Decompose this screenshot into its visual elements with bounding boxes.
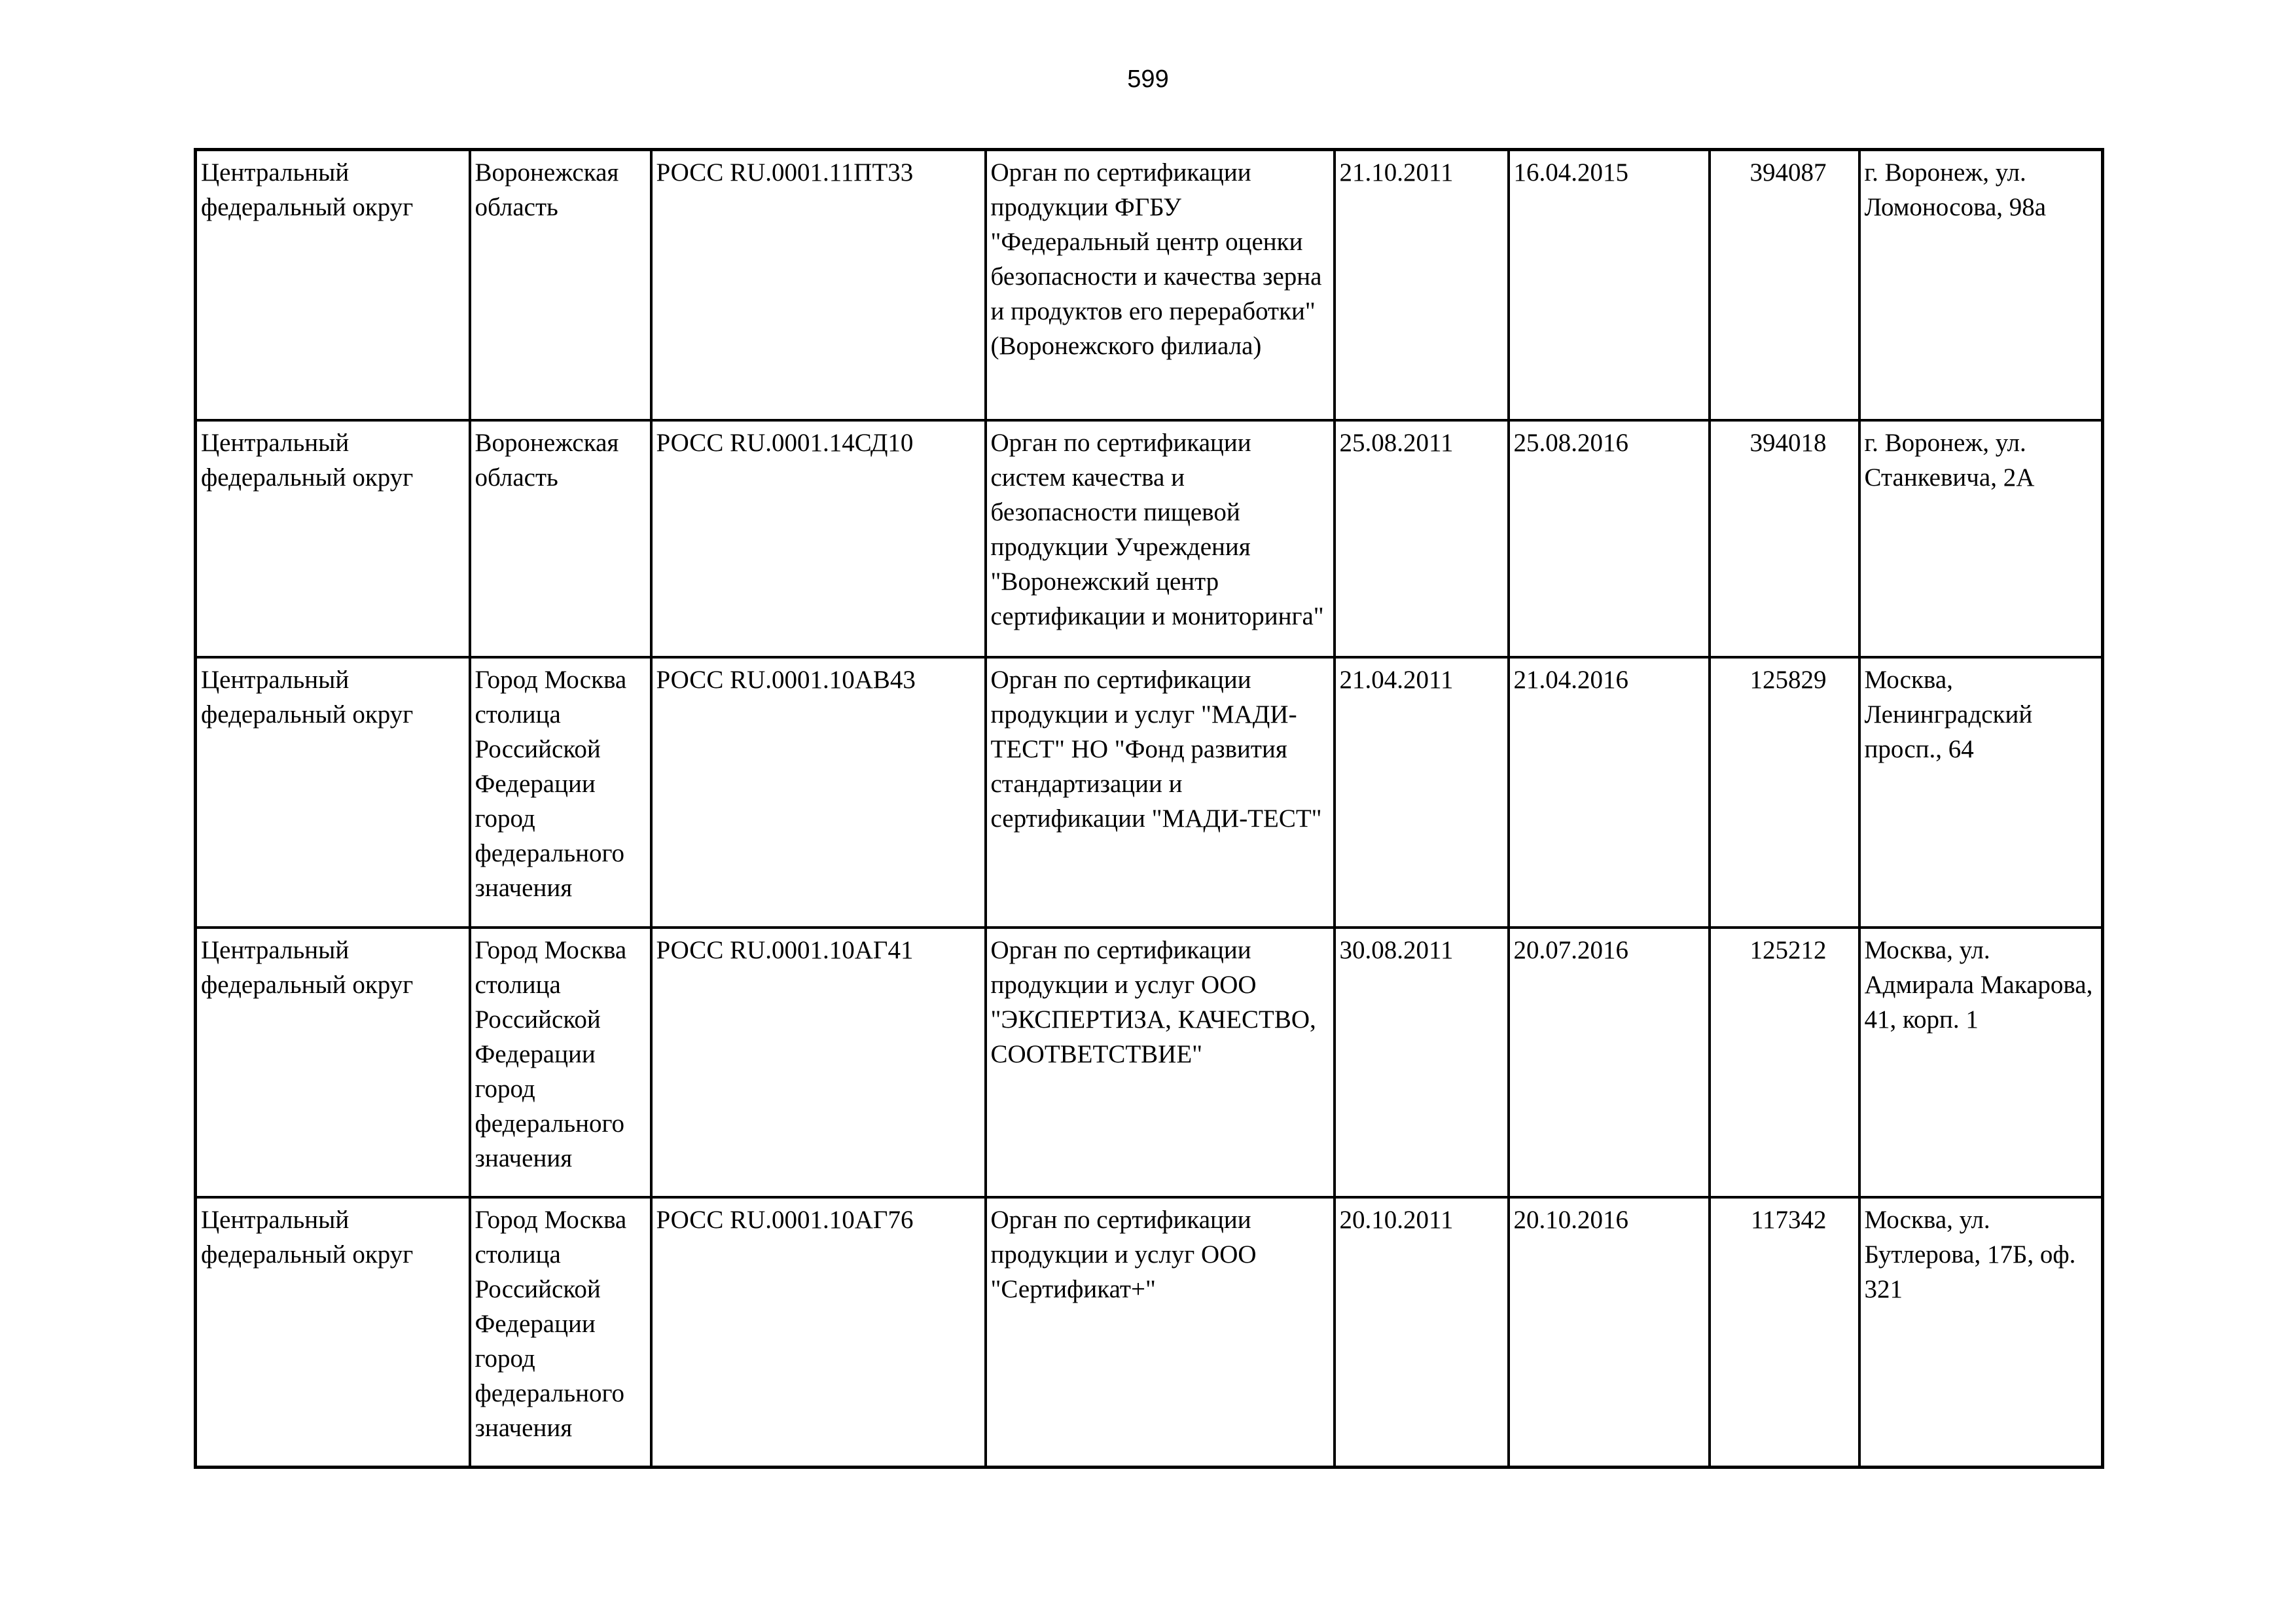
cell-organization: Орган по сертификации продукции и услуг "МАДИ-ТЕСТ" НО "Фонд развития стандартизации и сертификации "МАДИ-ТЕСТ" (986, 657, 1335, 928)
cell-address: г. Воронеж, ул. Станкевича, 2А (1859, 420, 2103, 657)
cell-postcode: 125829 (1710, 657, 1859, 928)
cell-region: Город Москва столица Российской Федерации город федерального значения (470, 657, 651, 928)
cell-date-issued: 21.04.2011 (1335, 657, 1509, 928)
cell-date-valid: 16.04.2015 (1509, 150, 1710, 420)
cell-organization: Орган по сертификации продукции и услуг ООО "Сертификат+" (986, 1197, 1335, 1468)
table-row (196, 420, 2103, 657)
cell-postcode: 394087 (1710, 150, 1859, 420)
cell-district: Центральный федеральный округ (196, 150, 470, 420)
cell-address: Москва, ул. Бутлерова, 17Б, оф. 321 (1859, 1197, 2103, 1468)
cell-date-valid: 21.04.2016 (1509, 657, 1710, 928)
cell-reg-number: РОСС RU.0001.10АГ76 (651, 1197, 986, 1468)
cell-organization: Орган по сертификации продукции ФГБУ "Федеральный центр оценки безопасности и качества зерна и продуктов его переработки" (Воронежского филиала) (986, 150, 1335, 420)
cell-region: Воронежская область (470, 420, 651, 657)
table-row (196, 657, 2103, 928)
cell-address: г. Воронеж, ул. Ломоносова, 98а (1859, 150, 2103, 420)
cell-date-valid: 20.07.2016 (1509, 928, 1710, 1197)
cell-district: Центральный федеральный округ (196, 420, 470, 657)
cell-date-valid: 25.08.2016 (1509, 420, 1710, 657)
page-number: 599 (1127, 65, 1169, 93)
cell-postcode: 394018 (1710, 420, 1859, 657)
table-row (196, 1197, 2103, 1468)
cell-region: Воронежская область (470, 150, 651, 420)
cell-region: Город Москва столица Российской Федерации город федерального значения (470, 1197, 651, 1468)
certification-bodies-table (194, 148, 2104, 1469)
table-row (196, 150, 2103, 420)
cell-date-issued: 20.10.2011 (1335, 1197, 1509, 1468)
cell-reg-number: РОСС RU.0001.10АВ43 (651, 657, 986, 928)
cell-reg-number: РОСС RU.0001.14СД10 (651, 420, 986, 657)
cell-date-issued: 30.08.2011 (1335, 928, 1509, 1197)
cell-reg-number: РОСС RU.0001.10АГ41 (651, 928, 986, 1197)
cell-district: Центральный федеральный округ (196, 928, 470, 1197)
cell-date-issued: 25.08.2011 (1335, 420, 1509, 657)
cell-address: Москва, ул. Адмирала Макарова, 41, корп. 1 (1859, 928, 2103, 1197)
table-row (196, 928, 2103, 1197)
cell-district: Центральный федеральный округ (196, 657, 470, 928)
cell-date-issued: 21.10.2011 (1335, 150, 1509, 420)
cell-postcode: 117342 (1710, 1197, 1859, 1468)
cell-region: Город Москва столица Российской Федерации город федерального значения (470, 928, 651, 1197)
cell-date-valid: 20.10.2016 (1509, 1197, 1710, 1468)
cell-postcode: 125212 (1710, 928, 1859, 1197)
cell-organization: Орган по сертификации систем качества и безопасности пищевой продукции Учреждения "Воронежский центр сертификации и мониторинга" (986, 420, 1335, 657)
cell-reg-number: РОСС RU.0001.11ПТ33 (651, 150, 986, 420)
cell-address: Москва, Ленинградский просп., 64 (1859, 657, 2103, 928)
cell-district: Центральный федеральный округ (196, 1197, 470, 1468)
cell-organization: Орган по сертификации продукции и услуг ООО "ЭКСПЕРТИЗА, КАЧЕСТВО, СООТВЕТСТВИЕ" (986, 928, 1335, 1197)
